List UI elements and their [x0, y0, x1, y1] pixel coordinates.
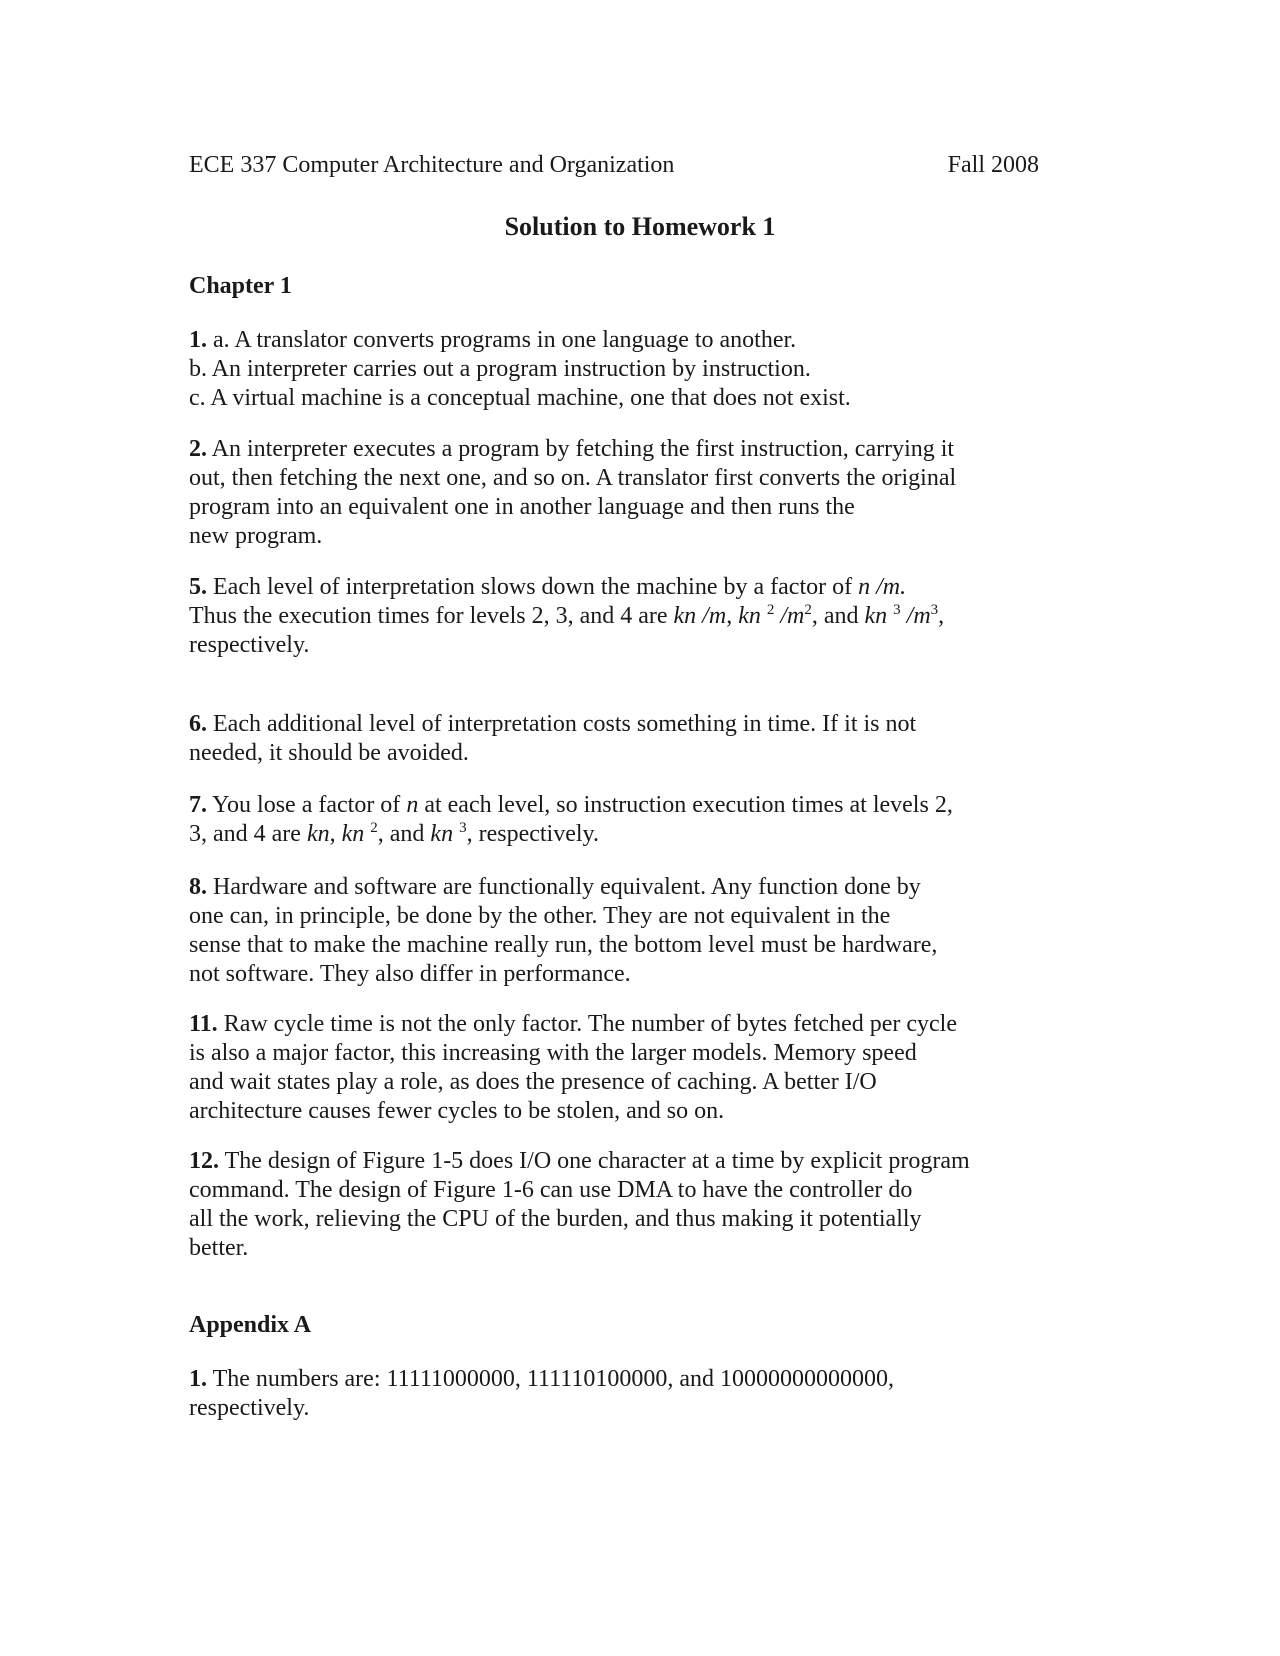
course-name: ECE 337 Computer Architecture and Organization [189, 152, 675, 178]
course-header [189, 151, 1039, 180]
answer-1-line-b: b. An interpreter carries out a program instruction by instruction. [189, 356, 811, 382]
answer-5: 5. Each level of interpretation slows down the machine by a factor of n /m. Thus the execution times for levels 2, 3, and 4 are kn /m, kn $^2$ $/m^2$, and kn $^3$ $/m^3$, respectively. [189, 574, 945, 658]
answer-number: 2. [189, 436, 207, 462]
term: Fall 2008 [947, 152, 1039, 178]
answer-number: 7. [189, 792, 207, 818]
answer-number: 6. [189, 711, 207, 737]
chapter-heading: Chapter 1 [189, 273, 292, 299]
answer-12: 12. The design of Figure 1-5 does I/O one character at a time by explicit program command. The design of Figure 1-6 can use DMA to have the controller do all the work, relieving the CPU of the burden, and thus making it potentially better. [189, 1148, 970, 1261]
answer-number: 12. [189, 1148, 219, 1174]
answer-7: 7. You lose a factor of n at each level, so instruction execution times at levels 2, 3, and 4 are kn, kn $^2$, and kn $^3$, respectively. [189, 792, 953, 847]
answer-1-line-a: 1. a. A translator converts programs in one language to another. [189, 327, 797, 353]
answer-number: 5. [189, 574, 207, 600]
answer-number: 11. [189, 1011, 218, 1037]
answer-number: 1. [189, 327, 207, 353]
appendix-answer-1: 1. The numbers are: 11111000000, 111110100000, and 10000000000000, respectively. [189, 1366, 895, 1421]
answer-6: 6. Each additional level of interpretation costs something in time. If it is not needed, it should be avoided. [189, 711, 917, 766]
answer-1 [189, 326, 1029, 413]
appendix-heading: Appendix A [189, 1312, 312, 1338]
page-title: Solution to Homework 1 [504, 212, 776, 241]
answer-11: 11. Raw cycle time is not the only factor. The number of bytes fetched per cycle is also a major factor, this increasing with the larger models. Memory speed and wait states play a role, as does the presence of caching. A better I/O architecture causes fewer cycles to be stolen, and so on. [189, 1011, 957, 1124]
answer-number: 8. [189, 874, 207, 900]
answer-number: 1. [189, 1366, 207, 1392]
answer-8: 8. Hardware and software are functionally equivalent. Any function done by one can, in principle, be done by the other. They are not equivalent in the sense that to make the machine really run, the bottom level must be hardware, not software. They also differ in performance. [189, 874, 938, 987]
answer-1-line-c: c. A virtual machine is a conceptual machine, one that does not exist. [189, 385, 851, 411]
answer-2: 2. An interpreter executes a program by fetching the first instruction, carrying it out, then fetching the next one, and so on. A translator first converts the original program into an equivalent one in another language and then runs the new program. [189, 436, 957, 549]
